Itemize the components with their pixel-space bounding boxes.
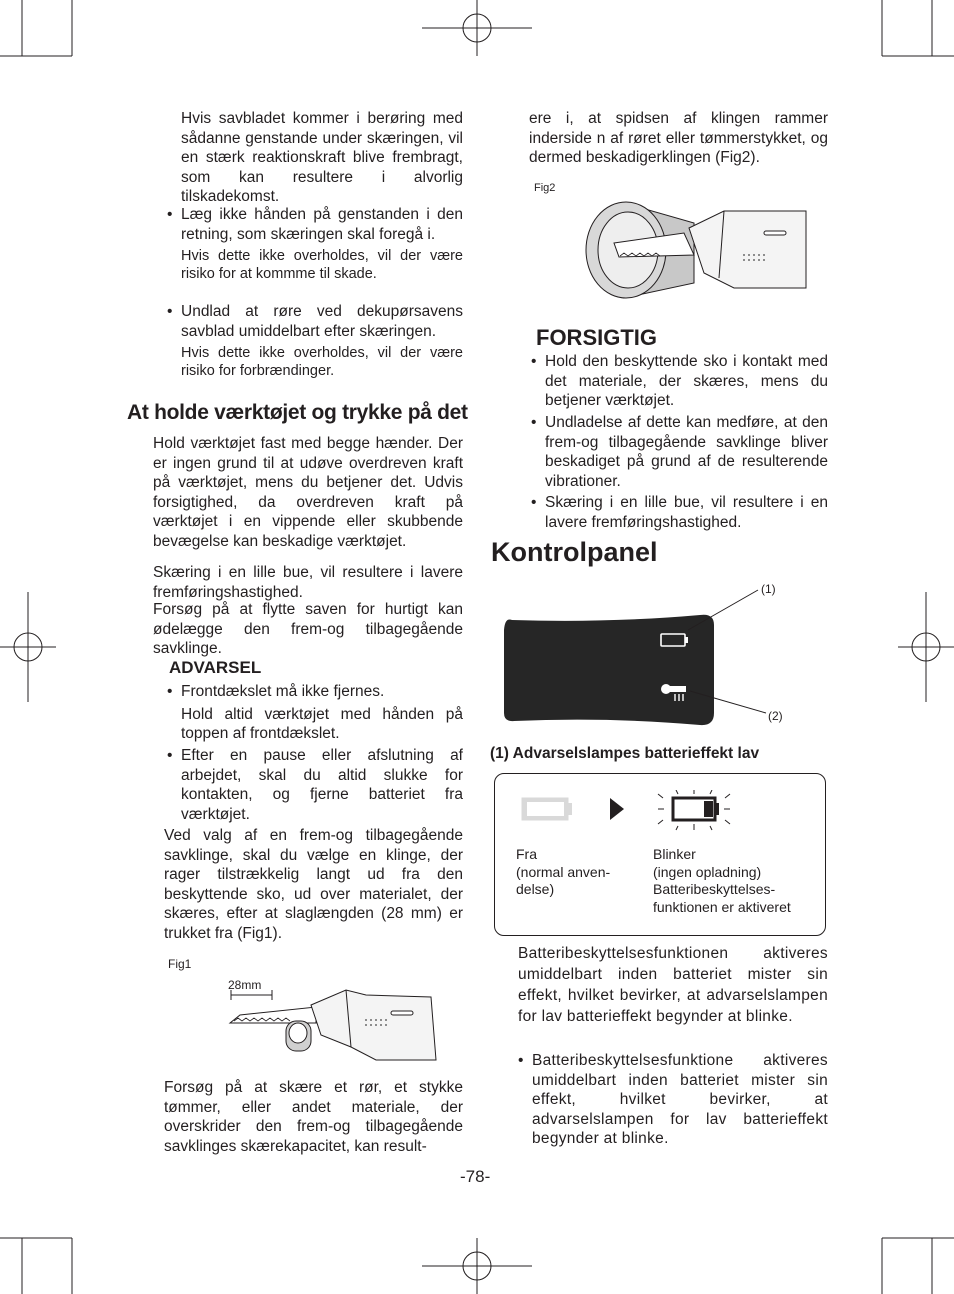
- list-item: • Undladelse af dette kan medføre, at den frem-og tilbagegående savklinge bliver beskadiget på grund af de resulterende vibrationer.: [531, 414, 828, 490]
- caution-heading: FORSIGTIG: [536, 325, 657, 350]
- pipe-cut-illustration: [584, 193, 810, 301]
- list-item: • Undlad at røre ved dekupørsavens savblad umiddelbart efter skæringen. Hvis dette ikke overholdes, vil der være risiko for forbrændinger.: [167, 303, 463, 379]
- paragraph: Ved valg af en frem-og tilbagegående savklinge, skal du vælge en klinge, der rager tilstrækkelig langt ud fra den beskyttende sko, ud over materialet, der skæres, efter at slaglængden (28 mm) er trukket fra (Fig1).: [164, 827, 463, 942]
- bullet-icon: •: [531, 494, 537, 511]
- paragraph: Hold værktøjet fast med begge hænder. Der er ingen grund til at udøve overdreven kraft på værktøjet, mens du betjener det. Udvis forsigtighed, da overdreven kraft på værktøjet i en vippende eller skubbende bevægelse kan beskadige værktøjet.: [153, 435, 463, 550]
- intro-paragraph: Hvis savbladet kommer i berøring med sådanne genstande under skæringen, vil en stærk reaktionskraft blive frembragt, som kan resultere i alvorlig tilskadekomst.: [181, 110, 463, 205]
- list-item: • Batteribeskyttelsesfunktione aktiveres umiddelbart inden batteriet mister sin effekt, hvilket bevirker, at advarselslampen for lav batterieffekt begynder at blinke.: [518, 1052, 828, 1147]
- list-item: • Frontdækslet må ikke fjernes. Hold altid værktøjet med hånden på toppen af frontdækslet.: [167, 683, 463, 742]
- bullet-icon: •: [518, 1052, 524, 1069]
- paragraph: Forsøg på at flytte saven for hurtigt kan ødelægge den frem-og tilbagegående savklinge.: [153, 601, 463, 657]
- state-blink-text: Blinker (ingen opladning) Batteribeskyttelses- funktionen er aktiveret: [653, 846, 791, 915]
- page-title: Kontrolpanel: [491, 537, 658, 567]
- saw-blade-illustration: [226, 985, 438, 1065]
- section-heading: At holde værktøjet og trykke på det: [127, 401, 468, 424]
- paragraph: ere i, at spidsen af klingen rammer inderside n af røret eller tømmerstykket, og dermed beskadigerklingen (Fig2).: [529, 110, 828, 166]
- dimension-label: 28mm: [228, 978, 262, 992]
- list-item: • Efter en pause eller afslutning af arbejdet, skal du altid slukke for kontakten, og fjerne batteriet fra værktøjet.: [167, 747, 463, 823]
- list-item: • Skæring i en lille bue, vil resultere i en lavere fremføringshastighed.: [531, 494, 828, 531]
- bullet-icon: •: [531, 414, 537, 431]
- warning-heading: ADVARSEL: [169, 658, 262, 677]
- page-number: -78-: [460, 1167, 491, 1186]
- bullet-icon: •: [167, 303, 173, 320]
- paragraph: Skæring i en lille bue, vil resultere i lavere fremføringshastighed.: [153, 564, 463, 601]
- battery-state-icons: [518, 790, 743, 836]
- list-item: • Læg ikke hånden på genstanden i den retning, som skæringen skal foregå i. Hvis dette ikke overholdes, vil der være risiko for at kommme til skade.: [167, 206, 463, 282]
- arrow-icon: [610, 798, 624, 820]
- callout-label: (1): [761, 582, 776, 596]
- bullet-icon: •: [531, 353, 537, 370]
- paragraph: Batteribeskyttelsesfunktionen aktiveres umiddelbart inden batteriet mister sin effekt, hvilket bevirker, at advarselslampen for lav batterieffekt begynder at blinke.: [518, 945, 828, 1025]
- callout-label: (2): [768, 709, 783, 723]
- bullet-icon: •: [167, 206, 173, 223]
- sub-heading: (1) Advarselslampes batterieffekt lav: [490, 745, 760, 762]
- state-off-text: Fra (normal anven- delse): [516, 846, 611, 897]
- list-item: • Hold den beskyttende sko i kontakt med det materiale, der skæres, mens du betjener værktøjet.: [531, 353, 828, 409]
- figure-label: Fig2: [534, 182, 556, 194]
- control-panel-illustration: [500, 585, 770, 730]
- paragraph: Forsøg på at skære et rør, et stykke tømmer, eller andet materiale, der overskrider den frem-og tilbagegående savklinges skærekapacitet, kan result-: [164, 1079, 463, 1155]
- bullet-icon: •: [167, 683, 173, 700]
- figure-label: Fig1: [168, 957, 192, 971]
- bullet-icon: •: [167, 747, 173, 764]
